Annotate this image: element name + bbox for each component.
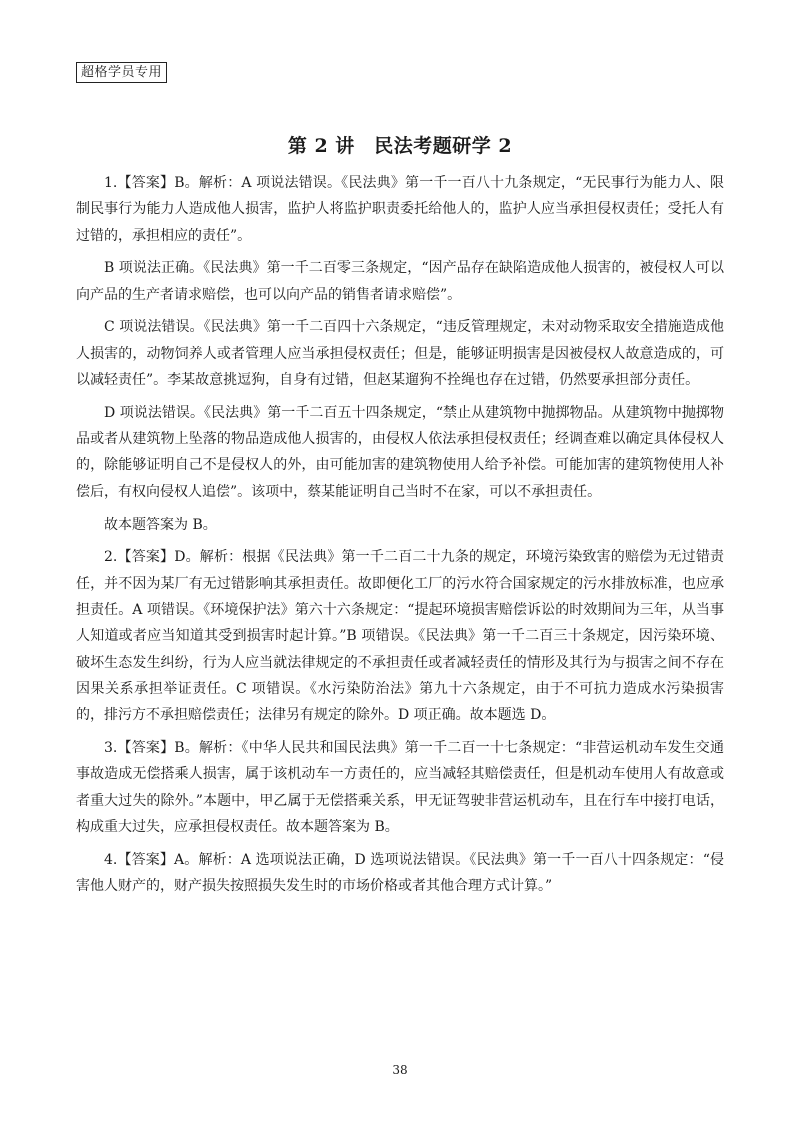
answer-paragraph: 4.【答案】A。解析：A 选项说法正确，D 选项说法错误。《民法典》第一千一百八十四条规定：“侵害他人财产的，财产损失按照损失发生时的市场价格或者其他合理方式计算。” (76, 851, 724, 894)
answer-paragraph: 2.【答案】D。解析：根据《民法典》第一千二百二十九条的规定，环境污染致害的赔偿为无过错责任，并不因为某厂有无过错影响其承担责任。故即便化工厂的污水符合国家规定的污水排放标准，也应承担责任。A 项错误。《环境保护法》第六十六条规定：“提起环境损害赔偿诉讼的时效期间为三年，从当事人知道或者应当知道其受到损害时起计算。”B 项错误。《民法典》第一千二百三十条规定，因污染环境、破坏生态发生纠纷，行为人应当就法律规定的不承担责任或者减轻责任的情形及其行为与损害之间不存在因果关系承担举证责任。C 项错误。《水污染防治法》第九十六条规定，由于不可抗力造成水污染损害的，排污方不承担赔偿责任；法律另有规定的除外。D 项正确。故本题选 D。 (76, 549, 724, 724)
answer-paragraph: 3.【答案】B。解析：《中华人民共和国民法典》第一千二百一十七条规定：“非营运机动车发生交通事故造成无偿搭乘人损害，属于该机动车一方责任的，应当减轻其赔偿责任，但是机动车使用人有故意或者重大过失的除外。”本题中，甲乙属于无偿搭乘关系，甲无证驾驶非营运机动车，且在行车中接打电话，构成重大过失，应承担侵权责任。故本题答案为 B。 (76, 739, 724, 835)
answer-content (76, 170, 724, 899)
page-title: 第 2 讲 民法考题研学 2 (287, 135, 513, 157)
answer-paragraph: B 项说法正确。《民法典》第一千二百零三条规定，“因产品存在缺陷造成他人损害的，被侵权人可以向产品的生产者请求赔偿，也可以向产品的销售者请求赔偿”。 (76, 260, 724, 303)
page-number: 38 (392, 1063, 408, 1077)
answer-paragraph: 1.【答案】B。解析：A 项说法错误。《民法典》第一千一百八十九条规定，“无民事行为能力人、限制民事行为能力人造成他人损害，监护人将监护职责委托给他人的，监护人应当承担侵权责任；受托人有过错的，承担相应的责任”。 (76, 175, 724, 244)
answer-paragraph: C 项说法错误。《民法典》第一千二百四十六条规定，“违反管理规定，未对动物采取安全措施造成他人损害的，动物饲养人或者管理人应当承担侵权责任；但是，能够证明损害是因被侵权人故意造成的，可以减轻责任”。李某故意挑逗狗，自身有过错，但赵某遛狗不拴绳也存在过错，仍然要承担部分责任。 (76, 319, 724, 389)
answer-paragraph: 故本题答案为 B。 (104, 516, 217, 533)
header-tag: 超格学员专用 (76, 62, 167, 83)
answer-paragraph: D 项说法错误。《民法典》第一千二百五十四条规定，“禁止从建筑物中抛掷物品。从建筑物中抛掷物品或者从建筑物上坠落的物品造成他人损害的，由侵权人依法承担侵权责任；经调查难以确定具体侵权人的，除能够证明自己不是侵权人的外，由可能加害的建筑物使用人给予补偿。可能加害的建筑物使用人补偿后，有权向侵权人追偿”。该项中，蔡某能证明自己当时不在家，可以不承担责任。 (76, 404, 724, 500)
